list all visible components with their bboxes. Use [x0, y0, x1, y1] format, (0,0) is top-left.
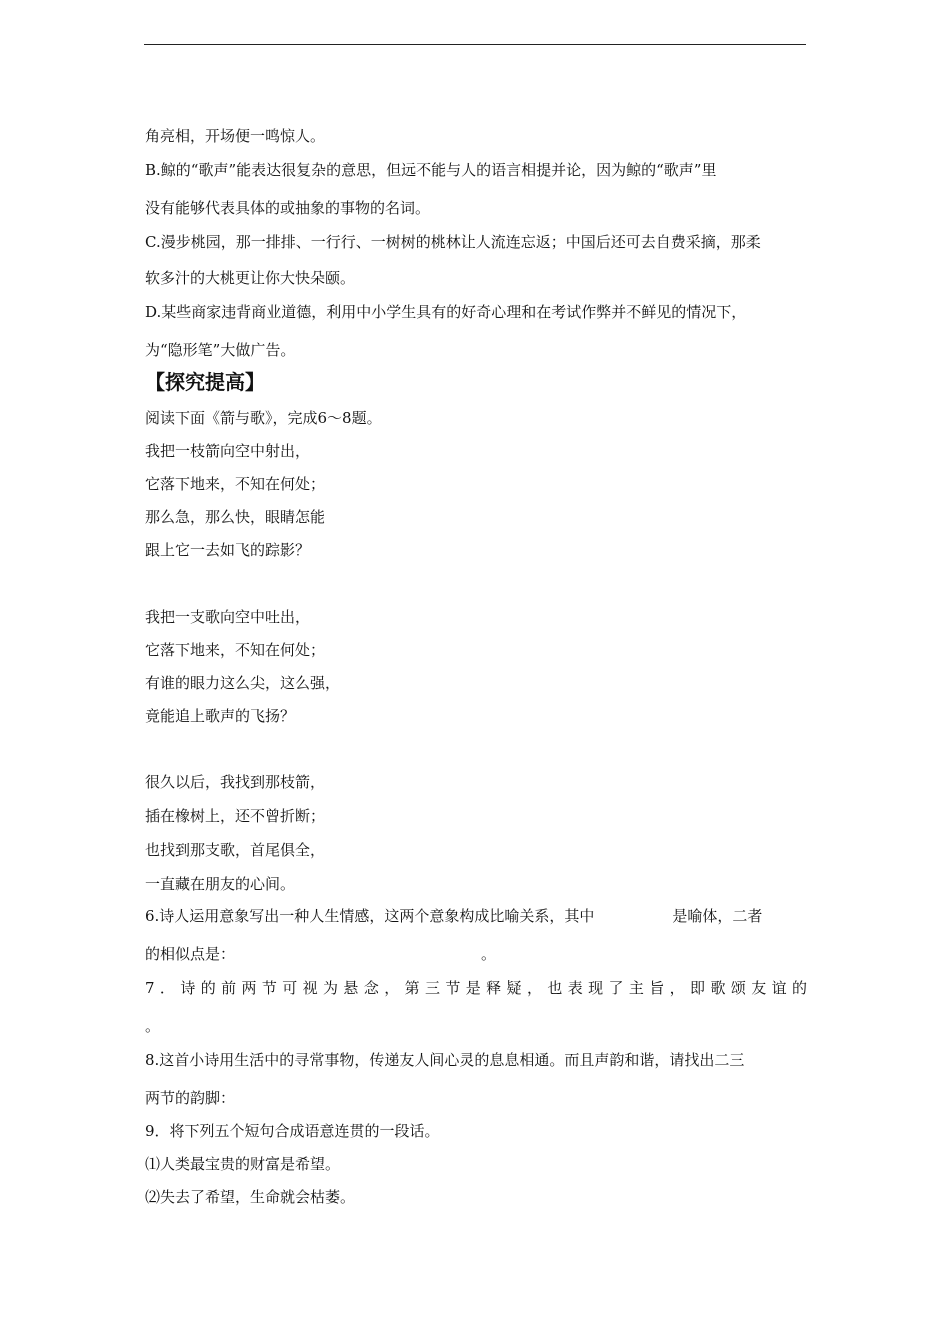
poem-line: 有谁的眼力这么尖，这么强， — [145, 674, 341, 692]
poem-line: 我把一枝箭向空中射出， — [145, 442, 311, 460]
question-6-text-b: 是喻体，二者 — [672, 907, 763, 925]
question-8-line-2: 两节的韵脚： — [145, 1089, 236, 1107]
poem-line: 插在橡树上，还不曾折断； — [145, 807, 326, 825]
question-6-text-c: 的相似点是： — [145, 945, 236, 963]
option-c-line-1: C.漫步桃园，那一排排、一行行、一树树的桃林让人流连忘返；中国后还可去自费采摘，那柔 — [145, 233, 761, 251]
question-7-line-1: 7．诗的前两节可视为悬念，第三节是释疑，也表现了主旨，即歌颂友谊的 — [145, 979, 807, 997]
header-rule — [144, 44, 806, 45]
poem-line: 很久以后，我找到那枝箭， — [145, 773, 326, 791]
poem-line: 我把一支歌向空中吐出， — [145, 608, 311, 626]
option-b-line-2: 没有能够代表具体的或抽象的事物的名词。 — [145, 199, 431, 217]
question-6-text-d: 。 — [481, 945, 497, 963]
question-6-line-1 — [145, 906, 762, 926]
poem-line: 一直藏在朋友的心间。 — [145, 875, 296, 893]
question-6-text-a: 6.诗人运用意象写出一种人生情感，这两个意象构成比喻关系，其中 — [145, 907, 595, 925]
poem-line: 竟能追上歌声的飞扬？ — [145, 707, 296, 725]
poem-line: 它落下地来，不知在何处； — [145, 641, 326, 659]
option-d-line-2: 为“隐形笔”大做广告。 — [145, 341, 296, 359]
section-heading: 【探究提高】 — [145, 370, 265, 394]
question-7-line-2: 。 — [145, 1017, 161, 1035]
poem-line: 也找到那支歌，首尾俱全， — [145, 841, 326, 859]
poem-line: 跟上它一去如飞的踪影？ — [145, 541, 311, 559]
question-6-line-2 — [145, 944, 496, 964]
poem-line: 那么急，那么快，眼睛怎能 — [145, 508, 326, 526]
question-9-item-1: ⑴人类最宝贵的财富是希望。 — [145, 1155, 341, 1173]
option-c-line-2: 软多汁的大桃更让你大快朵颐。 — [145, 269, 356, 287]
option-d-line-1: D.某些商家违背商业道德，利用中小学生具有的好奇心理和在考试作弊并不鲜见的情况下， — [145, 303, 747, 321]
question-9-item-2: ⑵失去了希望，生命就会枯萎。 — [145, 1188, 356, 1206]
question-8-line-1: 8.这首小诗用生活中的寻常事物，传递友人间心灵的息息相通。而且声韵和谐，请找出二三 — [145, 1051, 745, 1069]
poem-line: 它落下地来，不知在何处； — [145, 475, 326, 493]
option-b-line-1: B.鲸的“歌声”能表达很复杂的意思，但远不能与人的语言相提并论，因为鲸的“歌声”里 — [145, 161, 717, 179]
reading-intro: 阅读下面《箭与歌》，完成6～8题。 — [145, 409, 382, 427]
option-a-continuation: 角亮相，开场便一鸣惊人。 — [145, 127, 326, 145]
question-9-prompt: 9．将下列五个短句合成语意连贯的一段话。 — [145, 1122, 440, 1140]
